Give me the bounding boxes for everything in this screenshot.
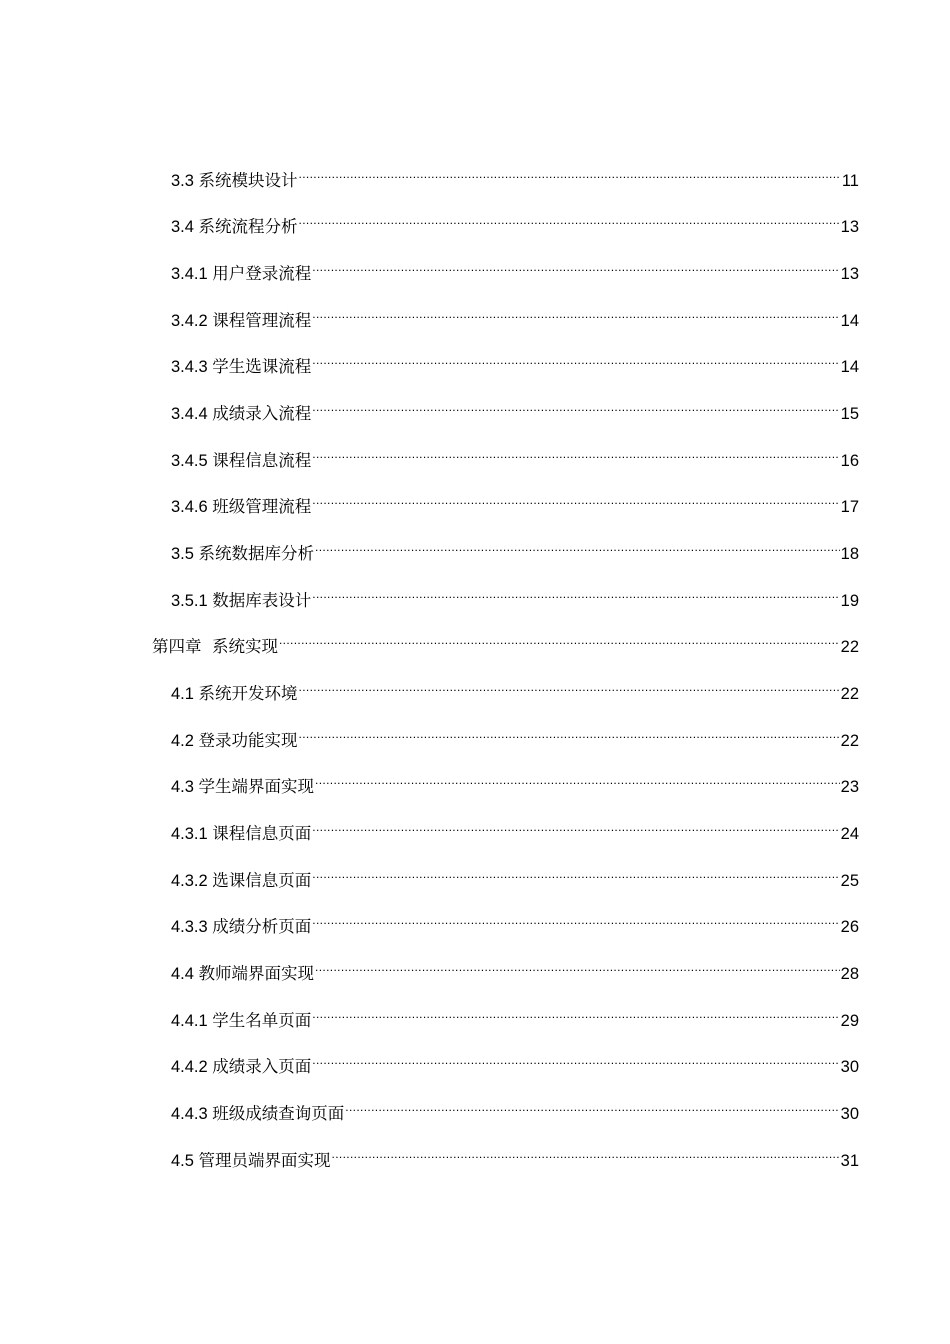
toc-entry[interactable] [171,1091,859,1123]
toc-dot-leader [312,858,839,886]
toc-entry-title: 4.3.1 课程信息页面 [171,825,312,843]
toc-entry-title: 4.3.3 成绩分析页面 [171,918,312,936]
toc-entry-title: 4.1 系统开发环境 [171,685,298,703]
toc-chapter-title: 第四章 系统实现 [152,637,278,656]
toc-entry-page-number: 13 [840,218,859,236]
toc-dot-leader [312,578,839,606]
toc-dot-leader [299,158,841,186]
toc-chapter-entry[interactable] [152,624,859,656]
toc-dot-leader [332,1138,840,1166]
toc-entry-page-number: 19 [840,592,859,610]
toc-entry-page-number: 14 [840,358,859,376]
toc-dot-leader [315,531,840,559]
toc-dot-leader [312,391,839,419]
toc-entry[interactable] [171,811,859,843]
toc-dot-leader [312,998,839,1026]
toc-dot-leader [345,1091,839,1119]
toc-entry[interactable] [171,764,859,796]
toc-entry-page-number: 22 [840,685,859,703]
toc-entry[interactable] [171,951,859,983]
toc-dot-leader [299,718,840,746]
toc-entry-title: 3.4.3 学生选课流程 [171,358,312,376]
toc-entry[interactable] [171,391,859,423]
toc-entry-title: 3.4.1 用户登录流程 [171,265,312,283]
toc-entry-title: 3.5.1 数据库表设计 [171,592,312,610]
toc-entry-page-number: 22 [840,638,859,656]
toc-entry-title: 4.4 教师端界面实现 [171,965,315,983]
toc-entry-page-number: 13 [840,265,859,283]
toc-entry-title: 4.5 管理员端界面实现 [171,1152,331,1170]
toc-entry[interactable] [171,671,859,703]
toc-entry-title: 3.4.6 班级管理流程 [171,498,312,516]
toc-entry-title: 3.3 系统模块设计 [171,172,298,190]
toc-dot-leader [312,438,839,466]
toc-dot-leader [312,298,839,326]
toc-entry[interactable] [171,204,859,236]
toc-entry-page-number: 24 [840,825,859,843]
toc-dot-leader [315,764,840,792]
toc-entry[interactable] [171,998,859,1030]
toc-dot-leader [279,624,840,652]
toc-dot-leader [312,1044,839,1072]
toc-entry-page-number: 17 [840,498,859,516]
toc-dot-leader [312,484,839,512]
toc-entry[interactable] [171,158,859,190]
toc-entry-title: 4.4.1 学生名单页面 [171,1012,312,1030]
toc-entry-title: 4.3 学生端界面实现 [171,778,315,796]
toc-entry[interactable] [171,858,859,890]
toc-entry[interactable] [171,578,859,610]
toc-entry-page-number: 23 [840,778,859,796]
toc-entry-title: 4.4.2 成绩录入页面 [171,1058,312,1076]
toc-entry-page-number: 31 [840,1152,859,1170]
toc-dot-leader [312,811,839,839]
toc-entry-page-number: 29 [840,1012,859,1030]
toc-dot-leader [299,671,840,699]
toc-entry-page-number: 18 [840,545,859,563]
toc-entry-page-number: 16 [840,452,859,470]
toc-entry-title: 4.2 登录功能实现 [171,732,298,750]
toc-dot-leader [312,344,839,372]
toc-dot-leader [312,904,839,932]
toc-entry[interactable] [171,531,859,563]
toc-entry-title: 3.4 系统流程分析 [171,218,298,236]
toc-entry-page-number: 22 [840,732,859,750]
toc-entry[interactable] [171,1138,859,1170]
toc-entry-title: 3.4.5 课程信息流程 [171,452,312,470]
toc-entry-page-number: 14 [840,312,859,330]
toc-entry[interactable] [171,251,859,283]
toc-entry-page-number: 11 [841,172,859,190]
toc-entry[interactable] [171,344,859,376]
toc-entry-title: 4.4.3 班级成绩查询页面 [171,1105,345,1123]
toc-dot-leader [299,204,840,232]
toc-entry-title: 3.5 系统数据库分析 [171,545,315,563]
toc-entry-page-number: 30 [840,1105,859,1123]
toc-entry[interactable] [171,1044,859,1076]
toc-entry-title: 4.3.2 选课信息页面 [171,872,312,890]
toc-entry[interactable] [171,298,859,330]
toc-entry-title: 3.4.4 成绩录入流程 [171,405,312,423]
toc-entry-page-number: 25 [840,872,859,890]
toc-entry-page-number: 30 [840,1058,859,1076]
toc-entry-page-number: 15 [840,405,859,423]
toc-entry[interactable] [171,438,859,470]
toc-entry[interactable] [171,904,859,936]
toc-entry-title: 3.4.2 课程管理流程 [171,312,312,330]
toc-entry[interactable] [171,718,859,750]
toc-dot-leader [315,951,840,979]
toc-dot-leader [312,251,839,279]
toc-entry-page-number: 26 [840,918,859,936]
toc-entry[interactable] [171,484,859,516]
toc-entry-page-number: 28 [840,965,859,983]
